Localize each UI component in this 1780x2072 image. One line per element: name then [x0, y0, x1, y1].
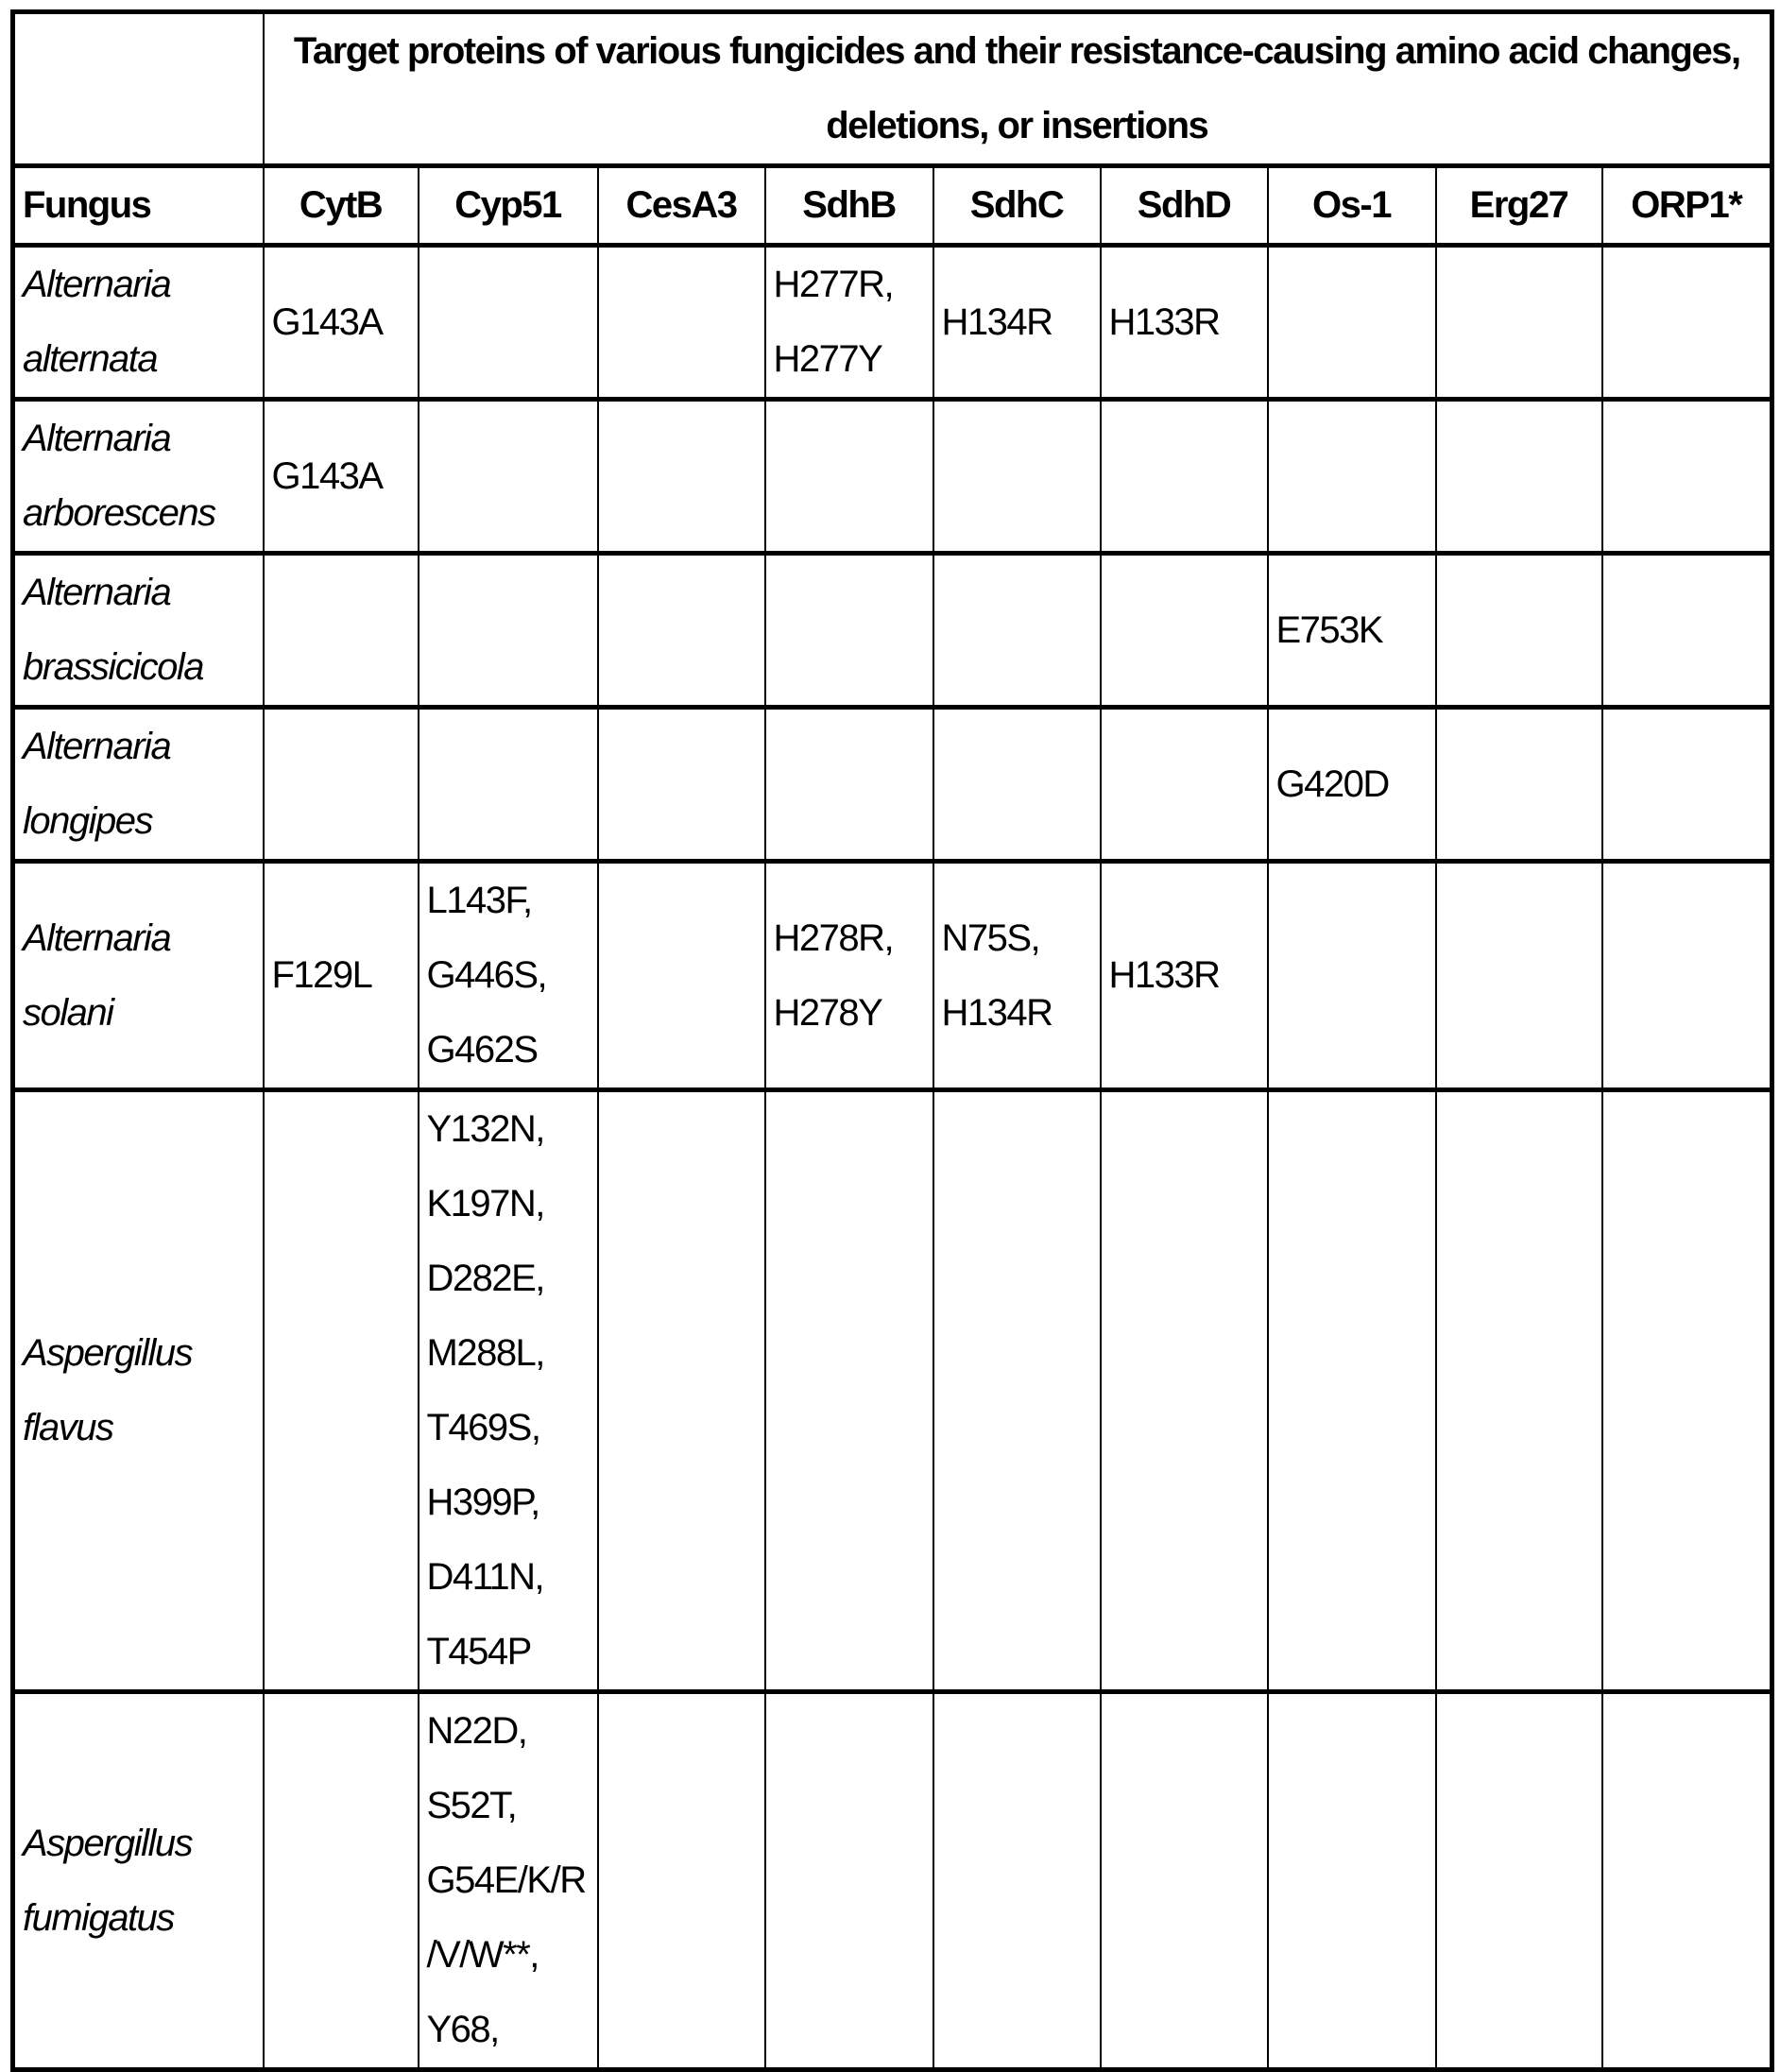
column-header-os-1: Os-1	[1268, 166, 1436, 246]
mutation-cell	[1268, 862, 1436, 1090]
mutation-cell: H133R	[1101, 246, 1268, 400]
fungus-name: Aspergillus fumigatus	[13, 1692, 264, 2070]
mutation-cell: G420D	[1268, 708, 1436, 862]
mutation-cell	[598, 862, 765, 1090]
mutation-cell	[1268, 246, 1436, 400]
mutation-cell	[1436, 1090, 1602, 1692]
mutation-cell: H277R, H277Y	[765, 246, 933, 400]
mutation-cell	[1268, 1692, 1436, 2070]
table-title: Target proteins of various fungicides and their resistance-causing amino acid changes, deletions, or insertions	[264, 12, 1772, 166]
mutation-cell	[1602, 708, 1772, 862]
table-row	[13, 554, 1772, 708]
fungus-name: Alternaria brassicicola	[13, 554, 264, 708]
mutation-cell	[765, 708, 933, 862]
mutation-cell	[765, 1692, 933, 2070]
mutation-cell	[264, 708, 419, 862]
mutation-cell	[598, 1692, 765, 2070]
mutation-cell	[1268, 400, 1436, 554]
mutation-cell: F129L	[264, 862, 419, 1090]
fungus-name: Alternaria arborescens	[13, 400, 264, 554]
mutation-cell: N22D, S52T, G54E/K/R /V/W**, Y68,	[419, 1692, 598, 2070]
mutation-cell	[419, 246, 598, 400]
mutation-cell	[419, 400, 598, 554]
mutation-cell	[419, 708, 598, 862]
mutation-cell	[1101, 1090, 1268, 1692]
mutation-cell: Y132N, K197N, D282E, M288L, T469S, H399P, D411N, T454P	[419, 1090, 598, 1692]
mutation-cell	[765, 1090, 933, 1692]
table-row	[13, 400, 1772, 554]
mutation-cell: L143F, G446S, G462S	[419, 862, 598, 1090]
mutation-cell: H278R, H278Y	[765, 862, 933, 1090]
mutation-cell	[598, 708, 765, 862]
mutation-cell: G143A	[264, 246, 419, 400]
mutation-cell	[598, 1090, 765, 1692]
mutation-cell	[1602, 400, 1772, 554]
mutation-cell	[1602, 1090, 1772, 1692]
table-row	[13, 1090, 1772, 1692]
column-header-sdhc: SdhC	[933, 166, 1101, 246]
mutation-cell: G143A	[264, 400, 419, 554]
mutation-cell	[419, 554, 598, 708]
mutation-cell	[598, 246, 765, 400]
column-header-orp1: ORP1*	[1602, 166, 1772, 246]
mutation-cell	[1436, 708, 1602, 862]
table-row	[13, 708, 1772, 862]
mutation-cell	[1436, 554, 1602, 708]
mutation-cell	[1101, 708, 1268, 862]
column-header-fungus: Fungus	[13, 166, 264, 246]
mutation-cell: H134R	[933, 246, 1101, 400]
mutation-cell	[264, 1692, 419, 2070]
fungicide-resistance-table	[10, 9, 1774, 2072]
column-header-cesa3: CesA3	[598, 166, 765, 246]
mutation-cell	[1602, 554, 1772, 708]
fungus-name: Aspergillus flavus	[13, 1090, 264, 1692]
table-row	[13, 862, 1772, 1090]
mutation-cell	[1268, 1090, 1436, 1692]
mutation-cell	[598, 554, 765, 708]
mutation-cell	[264, 554, 419, 708]
mutation-cell	[765, 554, 933, 708]
mutation-cell	[933, 708, 1101, 862]
column-header-cytb: CytB	[264, 166, 419, 246]
mutation-cell	[1602, 1692, 1772, 2070]
column-header-erg27: Erg27	[1436, 166, 1602, 246]
mutation-cell	[1101, 400, 1268, 554]
mutation-cell: H133R	[1101, 862, 1268, 1090]
mutation-cell	[1436, 400, 1602, 554]
mutation-cell	[765, 400, 933, 554]
mutation-cell	[1101, 554, 1268, 708]
table-row	[13, 246, 1772, 400]
mutation-cell	[933, 1090, 1101, 1692]
mutation-cell	[1602, 246, 1772, 400]
mutation-cell	[1602, 862, 1772, 1090]
fungus-name: Alternaria solani	[13, 862, 264, 1090]
mutation-cell	[1101, 1692, 1268, 2070]
mutation-cell	[1436, 246, 1602, 400]
fungus-name: Alternaria alternata	[13, 246, 264, 400]
fungus-name: Alternaria longipes	[13, 708, 264, 862]
empty-corner-cell	[13, 12, 264, 166]
column-header-sdhd: SdhD	[1101, 166, 1268, 246]
mutation-cell	[598, 400, 765, 554]
mutation-cell: E753K	[1268, 554, 1436, 708]
mutation-cell	[933, 554, 1101, 708]
mutation-cell	[1436, 1692, 1602, 2070]
mutation-cell	[933, 400, 1101, 554]
column-header-cyp51: Cyp51	[419, 166, 598, 246]
table-row	[13, 1692, 1772, 2070]
column-header-sdhb: SdhB	[765, 166, 933, 246]
mutation-cell: N75S, H134R	[933, 862, 1101, 1090]
mutation-cell	[264, 1090, 419, 1692]
mutation-cell	[1436, 862, 1602, 1090]
mutation-cell	[933, 1692, 1101, 2070]
